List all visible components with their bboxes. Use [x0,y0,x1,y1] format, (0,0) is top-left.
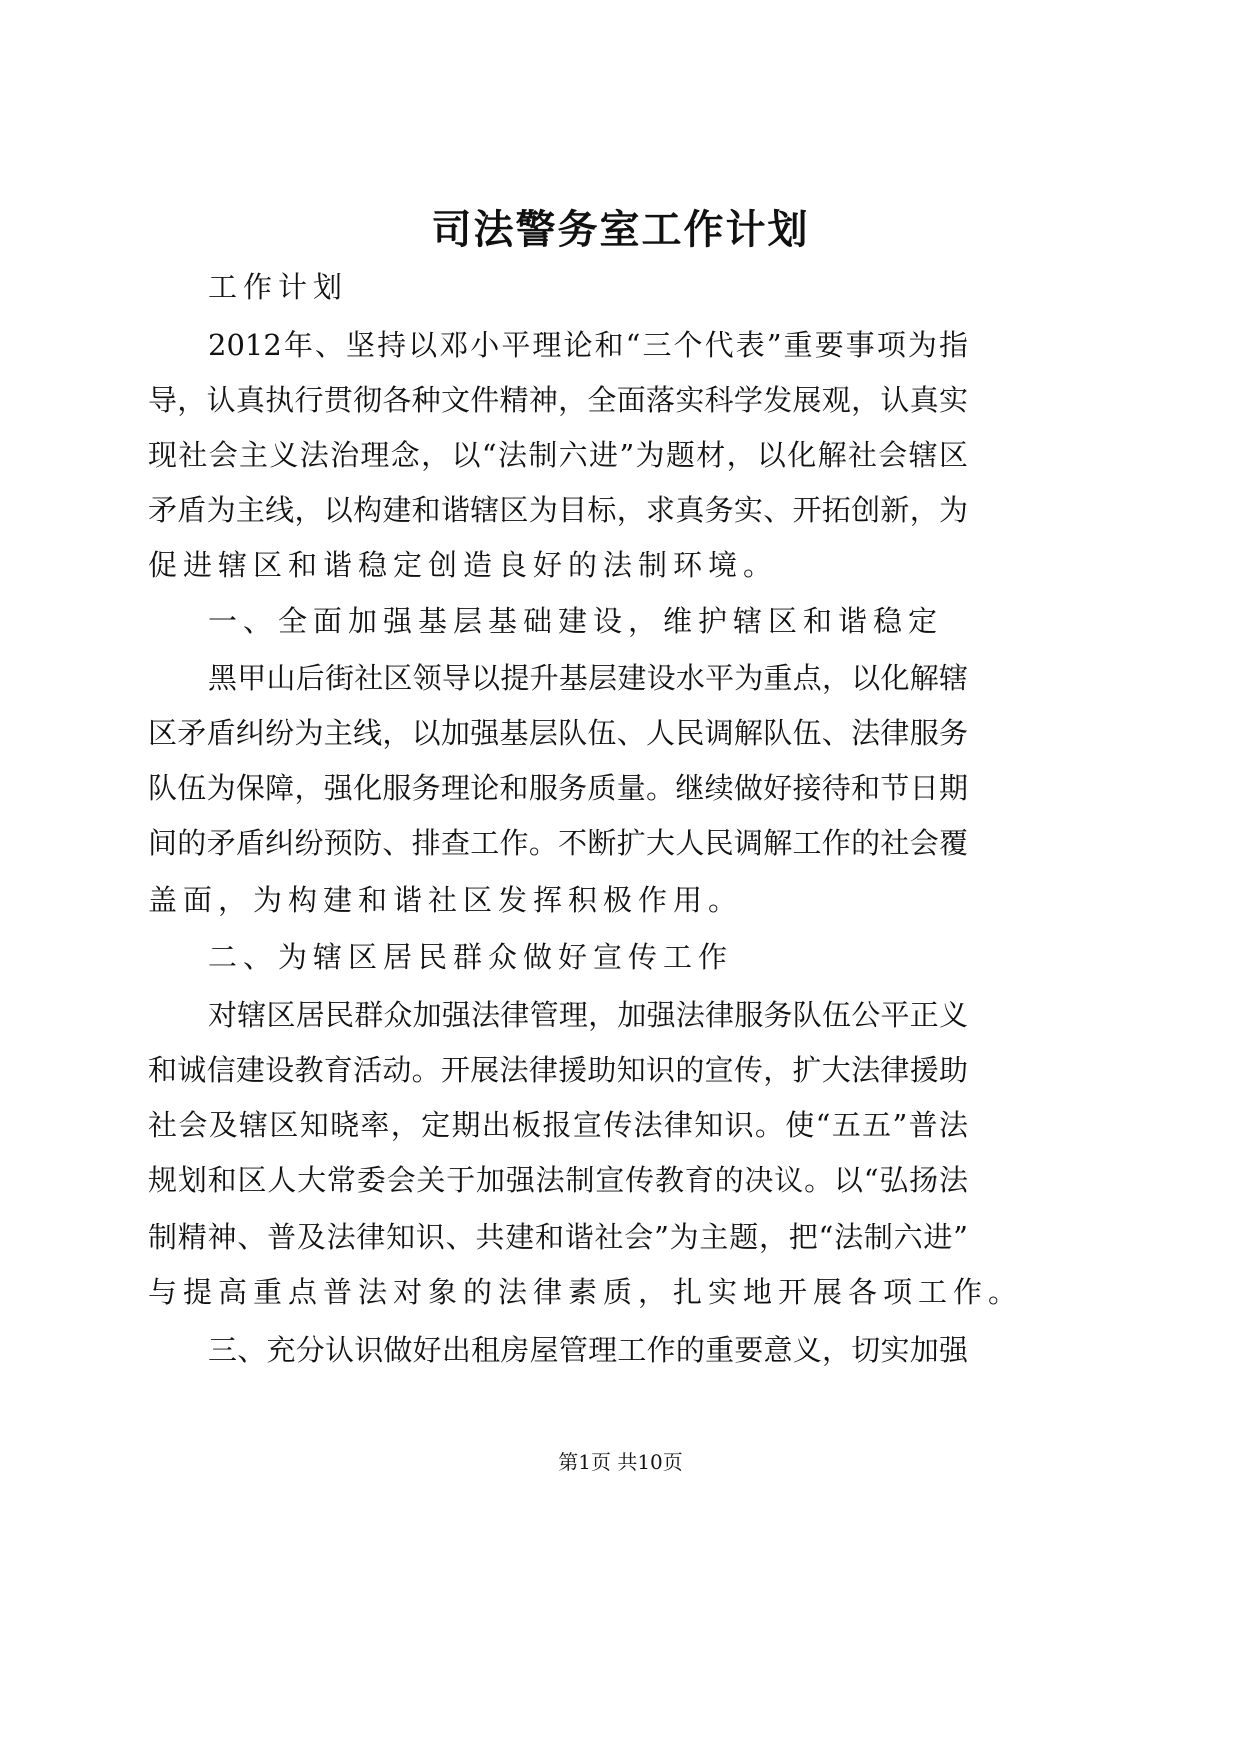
paragraph-line: 区矛盾纠纷为主线，以加强基层队伍、人民调解队伍、法律服务 [148,716,968,750]
paragraph-line: 规划和区人大常委会关于加强法制宣传教育的决议。以“弘扬法 [148,1163,968,1197]
paragraph-line: 矛盾为主线，以构建和谐辖区为目标，求真务实、开拓创新，为 [148,493,968,527]
paragraph-line: 促进辖区和谐稳定创造良好的法制环境。 [148,548,779,582]
paragraph-line: 社会及辖区知晓率，定期出板报宣传法律知识。使“五五”普法 [148,1108,968,1142]
paragraph-line: 现社会主义法治理念，以“法制六进”为题材，以化解社会辖区 [148,438,968,472]
paragraph-line: 黑甲山后街社区领导以提升基层建设水平为重点，以化解辖 [208,661,968,695]
document-title: 司法警务室工作计划 [431,206,810,253]
section-heading: 二、为辖区居民群众做好宣传工作 [208,940,734,974]
paragraph-line: 盖面，为构建和谐社区发挥积极作用。 [148,883,744,917]
paragraph-line: 间的矛盾纠纷预防、排查工作。不断扩大人民调解工作的社会覆 [148,826,968,860]
paragraph-line: 2012年、坚持以邓小平理论和“三个代表”重要事项为指 [208,328,968,362]
section-heading: 一、全面加强基层基础建设，维护辖区和谐稳定 [208,604,944,638]
paragraph-line: 制精神、普及法律知识、共建和谐社会”为主题，把“法制六进” [148,1220,968,1254]
paragraph-line: 队伍为保障，强化服务理论和服务质量。继续做好接待和节日期 [148,771,968,805]
section-heading: 三、充分认识做好出租房屋管理工作的重要意义，切实加强 [208,1333,968,1367]
subtitle: 工作计划 [208,270,349,304]
page-number: 第1页 共10页 [558,1450,683,1474]
paragraph-line: 导，认真执行贯彻各种文件精神，全面落实科学发展观，认真实 [148,383,968,417]
paragraph-line: 对辖区居民群众加强法律管理，加强法律服务队伍公平正义 [208,998,968,1032]
paragraph-line: 和诚信建设教育活动。开展法律援助知识的宣传，扩大法律援助 [148,1053,968,1087]
paragraph-line: 与提高重点普法对象的法律素质，扎实地开展各项工作。 [148,1275,1024,1309]
